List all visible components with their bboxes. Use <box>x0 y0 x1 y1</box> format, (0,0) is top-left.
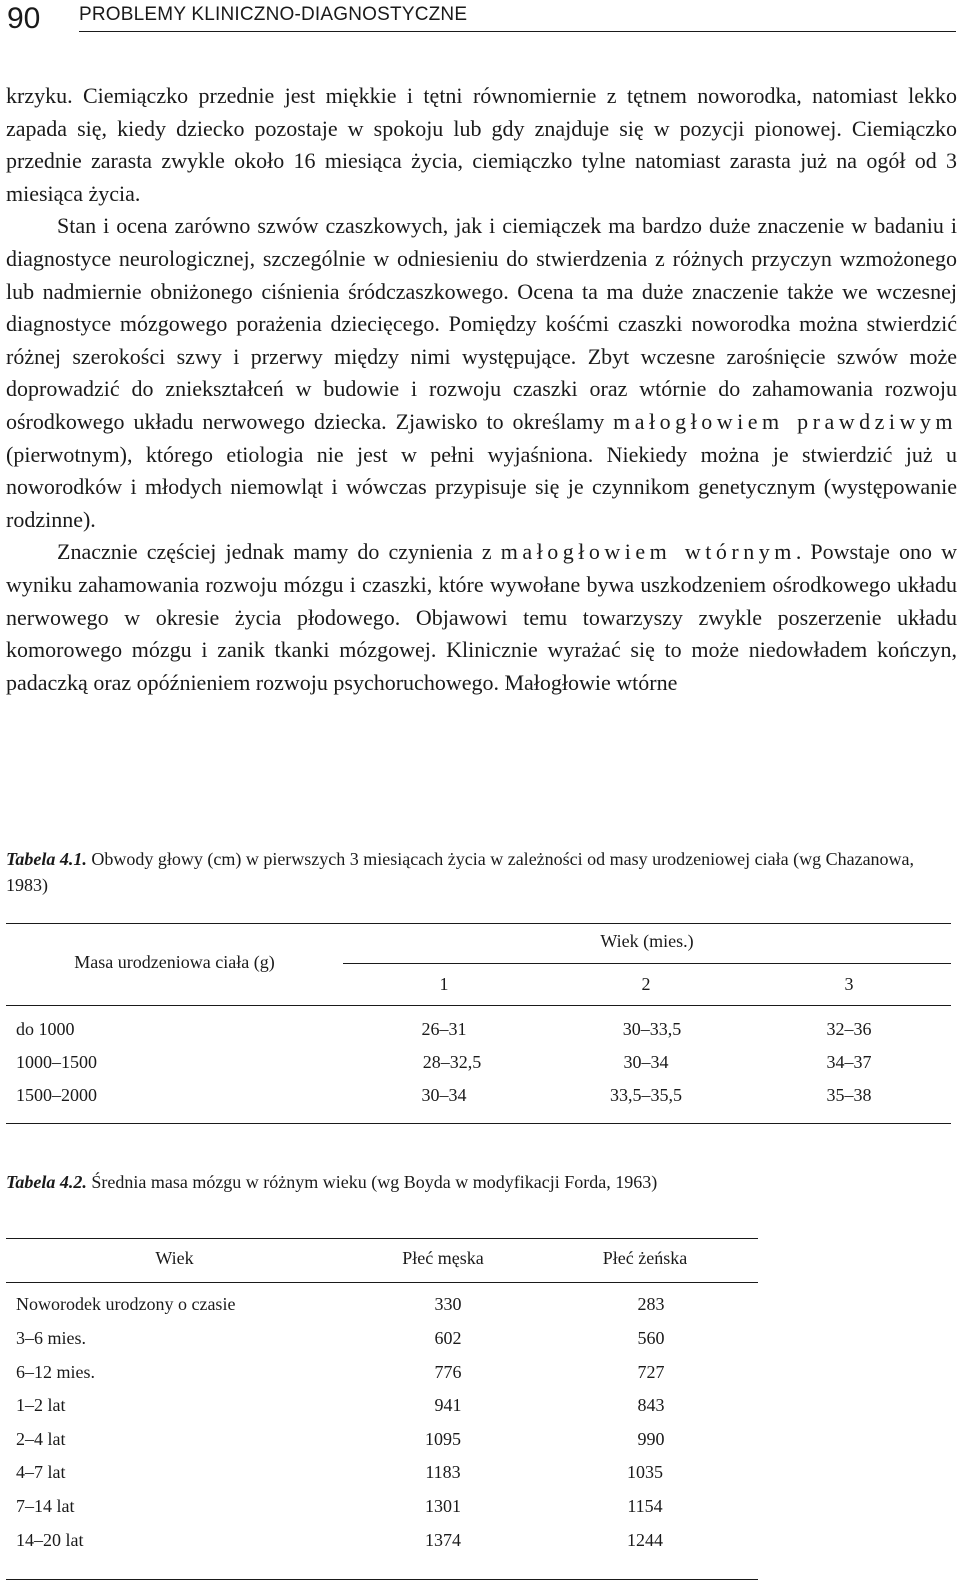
paragraph-1: krzyku. Ciemiączko przednie jest miękkie i tętni równomiernie z tętnem noworodka, natomiast lekko zapada się, kiedy dziecko pozostaje w spokoju lub gdy znajduje się w pozycji pionowej. Ciemiączko przednie zarasta zwykle około 16 miesiąca życia, ciemiączko tylne natomiast zarasta już na ogół od 3 miesiąca życia. <box>6 83 957 206</box>
paragraph-3-text-a: Znacznie częściej jednak mamy do czynienia z <box>57 539 501 565</box>
table-cell: 32–36 <box>826 1019 872 1039</box>
term-primary-microcephaly: małogłowiem prawdziwym <box>613 408 957 434</box>
table-2-age: 6–12 mies. <box>16 1362 95 1382</box>
table-2-age: 3–6 mies. <box>16 1328 86 1348</box>
table-2-col-male: Płeć męska <box>402 1248 484 1268</box>
table-1-bottom-rule <box>6 1123 951 1124</box>
table-1-label: Tabela 4.1. <box>6 849 87 869</box>
table-cell: 1374 <box>425 1530 461 1550</box>
table-cell: 283 <box>637 1294 665 1314</box>
paragraph-2-text-b: (pierwotnym), którego etiologia nie jest w pełni wyjaśniona. Niekiedy można je stwierdzić już u noworodków i młodych niemowląt i wówczas przypisuje się je czynnikom genetycznym (występowanie rodzinne). <box>6 441 957 532</box>
table-cell: 30–34 <box>623 1052 669 1072</box>
table-1-col-3: 3 <box>844 974 854 994</box>
table-2-age: 14–20 lat <box>16 1530 84 1550</box>
table-2-bottom-rule <box>6 1579 758 1580</box>
header-rule <box>79 31 956 32</box>
table-2-header-rule <box>6 1282 758 1283</box>
paragraph-2-text-a: Stan i ocena zarówno szwów czaszkowych, jak i ciemiączek ma bardzo duże znaczenie w badaniu i diagnostyce neurologicznej, szczególnie w odniesieniu do stwierdzenia z różnych przyczyn wzmożonego lub nadmiernie obniżonego ciśnienia śródczaszkowego. Ocena ta ma duże znaczenie także we wczesnej diagnostyce mózgowego porażenia dziecięcego. Pomiędzy kośćmi czaszki noworodka można stwierdzić różnej szerokości szwy i przerwy między nimi występujące. Zbyt wczesne zarośnięcie szwów może doprowadzić do zniekształceń w budowie i rozwoju czaszki oraz wtórnie do zahamowania rozwoju ośrodkowego układu nerwowego dziecka. Zjawisko to określamy <box>6 213 957 434</box>
table-1-top-rule <box>6 923 951 924</box>
table-1-caption <box>6 846 951 898</box>
table-1-col-2: 2 <box>641 974 651 994</box>
table-cell: 35–38 <box>826 1085 872 1105</box>
paragraph-3 <box>6 536 957 699</box>
table-cell: 33,5–35,5 <box>610 1085 682 1105</box>
table-cell: 1095 <box>425 1429 461 1449</box>
body-text <box>6 80 957 699</box>
table-cell: 843 <box>637 1395 665 1415</box>
table-cell: 34–37 <box>826 1052 872 1072</box>
table-1-group-header: Wiek (mies.) <box>600 931 694 951</box>
table-cell: 30–34 <box>421 1085 467 1105</box>
table-2-label: Tabela 4.2. <box>6 1172 87 1192</box>
table-cell: 26–31 <box>421 1019 467 1039</box>
table-1-caption-text: Obwody głowy (cm) w pierwszych 3 miesiącach życia w zależności od masy urodzeniowej ciała (wg Chazanowa, 1983) <box>6 849 915 895</box>
table-2-top-rule <box>6 1238 758 1239</box>
table-cell: 776 <box>434 1362 462 1382</box>
table-cell: 941 <box>434 1395 462 1415</box>
page-header <box>0 0 960 40</box>
table-2-caption <box>6 1169 776 1195</box>
table-1-row-label: 1500–2000 <box>16 1085 97 1105</box>
table-cell: 1244 <box>627 1530 663 1550</box>
table-cell: 330 <box>434 1294 462 1314</box>
page-number: 90 <box>7 2 41 35</box>
paragraph-2 <box>6 210 957 536</box>
table-cell: 990 <box>637 1429 665 1449</box>
table-2-caption-text: Średnia masa mózgu w różnym wieku (wg Boyda w modyfikacji Forda, 1963) <box>86 1172 658 1192</box>
running-head: PROBLEMY KLINICZNO-DIAGNOSTYCZNE <box>79 4 468 25</box>
table-2-col-female: Płeć żeńska <box>602 1248 688 1268</box>
table-cell: 560 <box>637 1328 665 1348</box>
table-1-group-rule <box>343 963 951 964</box>
table-1-col-1: 1 <box>439 974 449 994</box>
term-secondary-microcephaly: małogłowiem wtórnym <box>500 539 796 565</box>
table-1-row-header: Masa urodzeniowa ciała (g) <box>74 952 275 972</box>
table-2-age: 4–7 lat <box>16 1462 66 1482</box>
table-2-col-age: Wiek <box>155 1248 194 1268</box>
table-2-age: 7–14 lat <box>16 1496 75 1516</box>
table-2-age: 1–2 lat <box>16 1395 66 1415</box>
table-cell: 1035 <box>627 1462 663 1482</box>
table-cell: 28–32,5 <box>422 1052 482 1072</box>
table-cell: 1154 <box>627 1496 663 1516</box>
table-2-age: Noworodek urodzony o czasie <box>16 1294 236 1314</box>
table-cell: 30–33,5 <box>622 1019 682 1039</box>
paragraph-3-text-b: . Powstaje ono w wyniku zahamowania rozwoju mózgu i czaszki, które wywołane bywa uszkodzeniem ośrodkowego układu nerwowego w okresie życia płodowego. Objawowi temu towarzyszy zwykle poszerzenie układu komorowego mózgu i zanik tkanki mózgowej. Klinicznie wyrażać się to może niedowładem kończyn, padaczką oraz opóźnieniem rozwoju psychoruchowego. Małogłowie wtórne <box>6 539 958 695</box>
table-1-row-label: 1000–1500 <box>16 1052 97 1072</box>
table-cell: 1301 <box>425 1496 461 1516</box>
table-1-row-label: do 1000 <box>16 1019 75 1039</box>
table-1-header-rule <box>6 1005 951 1006</box>
table-cell: 602 <box>434 1328 462 1348</box>
table-cell: 727 <box>637 1362 665 1382</box>
table-cell: 1183 <box>425 1462 461 1482</box>
table-2-age: 2–4 lat <box>16 1429 66 1449</box>
